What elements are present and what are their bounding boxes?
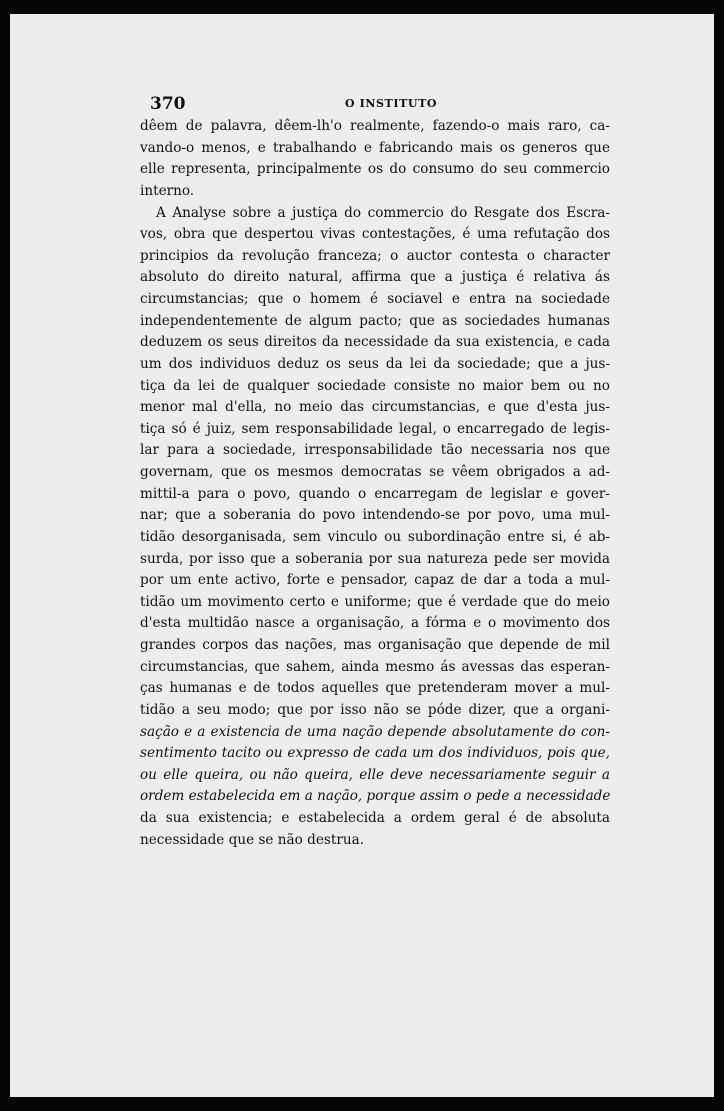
text-line: absoluto do direito natural, affirma que a justiça é relativa ás bbox=[140, 269, 610, 286]
text-line: grandes corpos das nações, mas organisação que depende de mil bbox=[140, 637, 610, 653]
text-line: elle representa, principalmente os do consumo do seu commercio bbox=[140, 161, 610, 178]
text-line: d'esta multidão nasce a organisação, a fórma e o movimento dos bbox=[140, 615, 610, 632]
running-title: O INSTITUTO bbox=[345, 97, 438, 110]
page-header bbox=[150, 94, 568, 116]
text-line: deduzem os seus direitos da necessidade da sua existencia, e cada bbox=[140, 334, 610, 351]
text-line: por um ente activo, forte e pensador, capaz de dar a toda a mul- bbox=[140, 572, 610, 589]
body-text bbox=[140, 116, 610, 851]
text-line: governam, que os mesmos democratas se vêem obrigados a ad- bbox=[140, 464, 610, 480]
text-line: tidão desorganisada, sem vinculo ou subordinação entre si, é ab- bbox=[140, 528, 610, 545]
text-line: da sua existencia; e estabelecida a ordem geral é de absoluta bbox=[140, 810, 610, 826]
text-line: circumstancias; que o homem é sociavel e entra na sociedade bbox=[140, 291, 610, 307]
text-line: tiça da lei de qualquer sociedade consiste no maior bem ou no bbox=[140, 377, 610, 394]
page-number: 370 bbox=[150, 94, 186, 114]
text-line: necessidade que se não destrua. bbox=[140, 831, 365, 848]
text-line: A Analyse sobre a justiça do commercio do Resgate dos Escra- bbox=[156, 204, 610, 221]
text-line: vando-o menos, e trabalhando e fabricando mais os generos que bbox=[140, 139, 610, 156]
text-line: sentimento tacito ou expresso de cada um dos individuos, pois que, bbox=[140, 745, 610, 762]
text-line: ças humanas e de todos aquelles que pretenderam mover a mul- bbox=[140, 680, 610, 697]
text-line: nar; que a soberania do povo intendendo-se por povo, uma mul- bbox=[140, 507, 610, 524]
text-line: ordem estabelecida em a nação, porque assim o pede a necessidade bbox=[140, 788, 610, 805]
text-line: lar para a sociedade, irresponsabilidade tão necessaria nos que bbox=[140, 442, 610, 459]
text-line: sação e a existencia de uma nação depende absolutamente do con- bbox=[140, 723, 610, 740]
text-line: tiça só é juiz, sem responsabilidade legal, o encarregado de legis- bbox=[140, 420, 610, 437]
text-line: surda, por isso que a soberania por sua natureza pede ser movida bbox=[140, 550, 610, 567]
text-line: interno. bbox=[140, 182, 195, 199]
text-line: um dos individuos deduz os seus da lei da sociedade; que a jus- bbox=[140, 355, 610, 372]
text-line: ou elle queira, ou não queira, elle deve necessariamente seguir a bbox=[140, 766, 610, 783]
text-line: mittil-a para o povo, quando o encarregam de legislar e gover- bbox=[140, 485, 610, 502]
text-line: menor mal d'ella, no meio das circumstancias, e que d'esta jus- bbox=[140, 399, 610, 416]
text-line: vos, obra que despertou vivas contestações, é uma refutação dos bbox=[140, 226, 610, 243]
text-line: independentemente de algum pacto; que as sociedades humanas bbox=[140, 312, 610, 329]
text-line: dêem de palavra, dêem-lh'o realmente, fazendo-o mais raro, ca- bbox=[140, 118, 610, 134]
text-line: circumstancias, que sahem, ainda mesmo ás avessas das esperan- bbox=[140, 658, 610, 675]
text-line: tidão um movimento certo e uniforme; que é verdade que do meio bbox=[140, 593, 610, 610]
text-line: tidão a seu modo; que por isso não se póde dizer, que a organi- bbox=[140, 701, 610, 718]
text-line: principios da revolução franceza; o auctor contesta o character bbox=[140, 247, 610, 264]
